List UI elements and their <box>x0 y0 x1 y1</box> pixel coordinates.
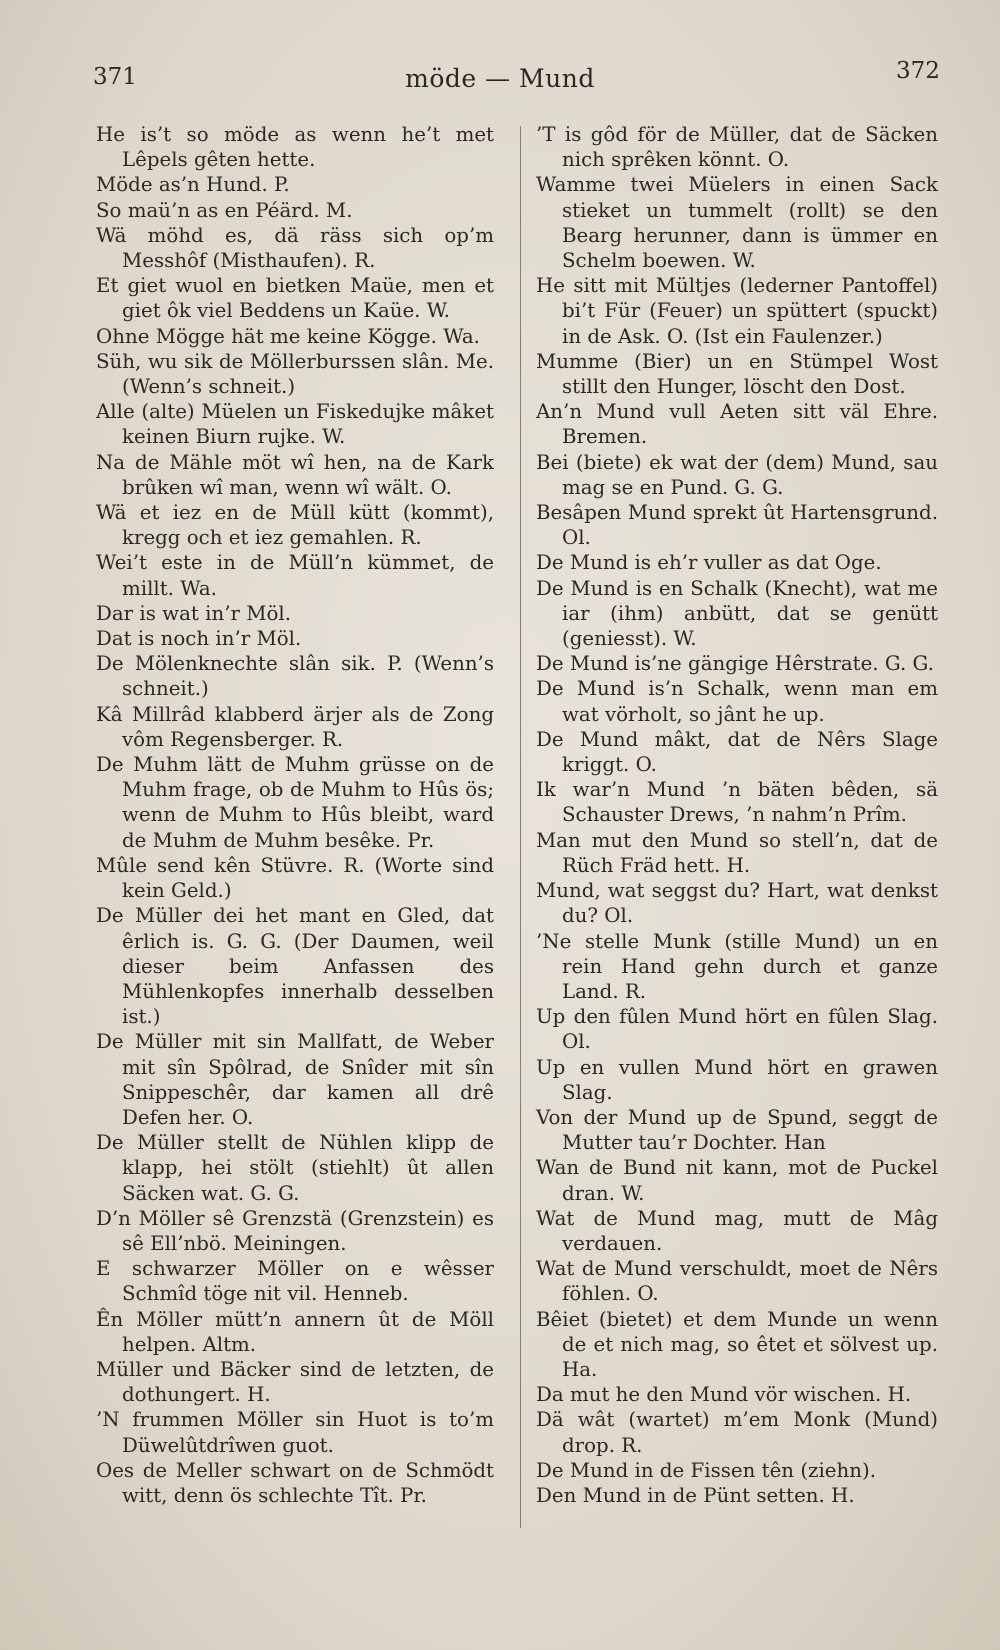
proverb-entry: Dat is noch in’r Möl. <box>96 627 302 651</box>
proverb-entry: Den Mund in de Pünt setten. H. <box>536 1483 855 1507</box>
proverb-entry: Kâ Millrâd klabberd ärjer als de Zong vôm Regensberger. R. <box>96 702 494 751</box>
proverb-entry: De Mund is’ne gängige Hêrstrate. G. G. <box>536 652 934 676</box>
proverb-entry: De Müller dei het mant en Gled, dat êrlich is. G. G. (Der Daumen, weil dieser beim Anfassen des Mühlenkopfes innerhalb desselben ist.) <box>96 904 494 1029</box>
proverb-entry: Ohne Mögge hät me keine Kögge. Wa. <box>96 324 480 348</box>
proverb-entry: He sitt mit Mültjes (lederner Pantoffel) bi’t Für (Feuer) un spüttert (spuckt) in de Ask. O. (Ist ein Faulenzer.) <box>536 274 938 348</box>
proverb-entry: Wat de Mund verschuldt, moet de Nêrs föhlen. O. <box>536 1257 938 1306</box>
proverb-entry: Man mut den Mund so stell’n, dat de Rüch Fräd hett. H. <box>536 828 938 877</box>
proverb-entry: De Muhm lätt de Muhm grüsse on de Muhm frage, ob de Muhm to Hûs ös; wenn de Muhm to Hûs bleibt, ward de Muhm de Muhm besêke. Pr. <box>96 753 494 852</box>
proverb-entry: De Mund is’n Schalk, wenn man em wat vörholt, so jânt he up. <box>536 677 938 726</box>
proverb-entry: Alle (alte) Müelen un Fiskedujke mâket keinen Biurn rujke. W. <box>96 400 494 449</box>
proverb-entry: E schwarzer Möller on e wêsser Schmîd töge nit vil. Henneb. <box>96 1257 494 1306</box>
proverb-entry: ’Ne stelle Munk (stille Mund) un en rein Hand gehn durch et ganze Land. R. <box>536 929 938 1003</box>
proverb-entry: Wä et iez en de Müll kütt (kommt), kregg och et iez gemahlen. R. <box>96 501 494 550</box>
proverb-entry: Wamme twei Müelers in einen Sack stieket un tummelt (rollt) se den Bearg herunner, dann is ümmer en Schelm boewen. W. <box>536 173 938 273</box>
proverb-entry: De Mund is eh’r vuller as dat Oge. <box>536 551 882 575</box>
proverb-entry: Mumme (Bier) un en Stümpel Wost stillt den Hunger, löscht den Dost. <box>536 349 938 399</box>
proverb-entry: ’T is gôd för de Müller, dat de Säcken nich sprêken könnt. O. <box>536 123 938 172</box>
proverb-entry: De Müller mit sin Mallfatt, de Weber mit sîn Spôlrad, de Snîder mit sîn Snippeschêr, dar kamen all drê Defen her. O. <box>96 1030 494 1129</box>
proverb-entry: ’N frummen Möller sin Huot is to’m Düwelûtdrîwen guot. <box>96 1408 494 1457</box>
proverb-entry: Da mut he den Mund vör wischen. H. <box>536 1383 912 1407</box>
page-number-right: 372 <box>896 58 940 84</box>
proverb-entry: Süh, wu sik de Möllerburssen slân. Me. (Wenn’s schneit.) <box>96 349 494 399</box>
proverb-entry: Müller und Bäcker sind de letzten, de dothungert. H. <box>96 1357 494 1407</box>
proverb-entry: De Mund is en Schalk (Knecht), wat me iar (ihm) anbütt, dat se genütt (geniesst). W. <box>536 576 938 651</box>
proverb-entry: Oes de Meller schwart on de Schmödt witt, denn ös schlechte Tît. Pr. <box>96 1458 494 1507</box>
right-column <box>536 122 938 1508</box>
proverb-entry: Up den fûlen Mund hört en fûlen Slag. Ol. <box>536 1005 938 1054</box>
proverb-entry: So maü’n as en Péärd. M. <box>96 198 353 222</box>
running-title: möde — Mund <box>405 64 595 93</box>
proverb-entry: D’n Möller sê Grenzstä (Grenzstein) es sê Ell’nbö. Meiningen. <box>96 1206 494 1255</box>
proverb-entry: Ik war’n Mund ’n bäten bêden, sä Schauster Drews, ’n nahm’n Prîm. <box>536 778 938 827</box>
proverb-entry: Von der Mund up de Spund, seggt de Mutter tau’r Dochter. Han <box>536 1105 938 1155</box>
proverb-entry: Wan de Bund nit kann, mot de Puckel dran. W. <box>536 1156 938 1205</box>
proverb-entry: Wä möhd es, dä räss sich op’m Messhôf (Misthaufen). R. <box>96 223 494 273</box>
proverb-entry: Bei (biete) ek wat der (dem) Mund, sau mag se en Pund. G. G. <box>536 450 938 499</box>
proverb-entry: Ên Möller mütt’n annern ût de Möll helpen. Altm. <box>96 1307 494 1356</box>
page-number-left: 371 <box>93 64 137 90</box>
proverb-entry: De Müller stellt de Nühlen klipp de klapp, hei stölt (stiehlt) ût allen Säcken wat. G. G. <box>96 1131 494 1205</box>
proverb-entry: Et giet wuol en bietken Maüe, men et giet ôk viel Beddens un Kaüe. W. <box>96 274 494 323</box>
proverb-entry: Wat de Mund mag, mutt de Mâg verdauen. <box>536 1206 938 1255</box>
column-divider <box>520 126 521 1528</box>
left-column <box>96 122 494 1508</box>
proverb-entry: Mûle send kên Stüvre. R. (Worte sind kein Geld.) <box>96 853 494 903</box>
proverb-entry: Besâpen Mund sprekt ût Hartensgrund. Ol. <box>536 501 938 550</box>
proverb-entry: He is’t so möde as wenn he’t met Lêpels gêten hette. <box>96 123 494 172</box>
proverb-entry: Na de Mähle möt wî hen, na de Kark brûken wî man, wenn wî wält. O. <box>96 450 494 499</box>
proverb-entry: Dä wât (wartet) m’em Monk (Mund) drop. R. <box>536 1408 938 1457</box>
proverb-entry: Up en vullen Mund hört en grawen Slag. <box>536 1055 938 1104</box>
proverb-entry: Mund, wat seggst du? Hart, wat denkst du? Ol. <box>536 879 938 928</box>
proverb-entry: De Mund in de Fissen tên (ziehn). <box>536 1458 876 1482</box>
proverb-entry: An’n Mund vull Aeten sitt väl Ehre. Bremen. <box>536 400 938 449</box>
proverb-entry: De Mölenknechte slân sik. P. (Wenn’s schneit.) <box>96 652 494 701</box>
proverb-entry: De Mund mâkt, dat de Nêrs Slage kriggt. O. <box>536 727 938 777</box>
proverb-entry: Wei’t este in de Müll’n kümmet, de millt. Wa. <box>96 551 494 600</box>
proverb-entry: Bêiet (bietet) et dem Munde un wenn de et nich mag, so êtet et sölvest up. Ha. <box>536 1307 938 1381</box>
page-header <box>0 58 1000 98</box>
proverb-entry: Möde as’n Hund. P. <box>96 173 290 197</box>
proverb-entry: Dar is wat in’r Möl. <box>96 601 292 625</box>
